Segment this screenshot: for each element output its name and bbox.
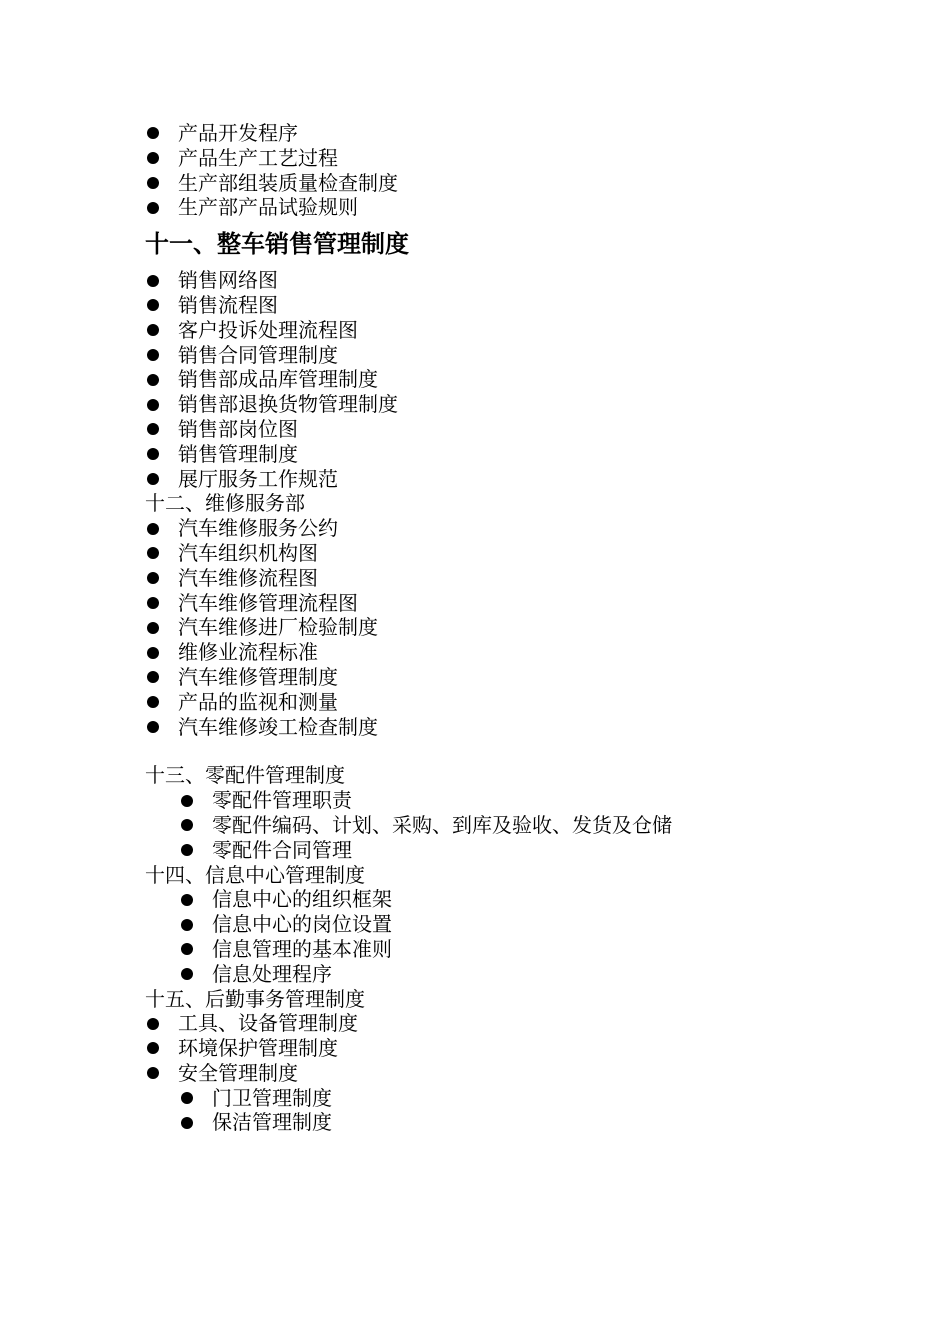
- list-subitem: 门卫管理制度: [145, 1086, 905, 1111]
- bullet-icon: [181, 919, 193, 931]
- bullet-icon: [147, 448, 159, 460]
- bullet-icon: [181, 1092, 193, 1104]
- bullet-icon: [181, 844, 193, 856]
- bullet-icon: [147, 299, 159, 311]
- list-item: 信息管理的基本准则: [145, 937, 905, 962]
- list-item: 汽车维修进厂检验制度: [145, 615, 905, 640]
- list-item: 零配件管理职责: [145, 788, 905, 813]
- list-item: 客户投诉处理流程图: [145, 318, 905, 343]
- list-item: 汽车维修服务公约: [145, 516, 905, 541]
- list-item: 环境保护管理制度: [145, 1036, 905, 1061]
- list-item: 汽车维修管理制度: [145, 665, 905, 690]
- list-item: 生产部组装质量检查制度: [145, 171, 905, 196]
- bullet-icon: [147, 127, 159, 139]
- section-11-list: [145, 268, 905, 491]
- bullet-icon: [147, 374, 159, 386]
- list-item: 工具、设备管理制度: [145, 1011, 905, 1036]
- list-item: 产品的监视和测量: [145, 690, 905, 715]
- bullet-icon: [181, 968, 193, 980]
- top-list: [145, 121, 905, 220]
- list-item: 零配件编码、计划、采购、到库及验收、发货及仓储: [145, 813, 905, 838]
- list-item: 生产部产品试验规则: [145, 195, 905, 220]
- list-item: 销售流程图: [145, 293, 905, 318]
- section-heading-15: 十五、后勤事务管理制度: [145, 986, 365, 1011]
- bullet-icon: [147, 473, 159, 485]
- list-item: 信息中心的组织框架: [145, 887, 905, 912]
- bullet-icon: [181, 894, 193, 906]
- list-item: 展厅服务工作规范: [145, 467, 905, 492]
- bullet-icon: [147, 152, 159, 164]
- list-item: 销售部岗位图: [145, 417, 905, 442]
- list-item: 产品开发程序: [145, 121, 905, 146]
- list-subitem: 保洁管理制度: [145, 1110, 905, 1135]
- document-page: [145, 121, 905, 1135]
- list-item: 零配件合同管理: [145, 838, 905, 863]
- bullet-icon: [147, 349, 159, 361]
- bullet-icon: [147, 399, 159, 411]
- list-item: 产品生产工艺过程: [145, 146, 905, 171]
- bullet-icon: [181, 795, 193, 807]
- bullet-icon: [147, 696, 159, 708]
- list-item: 汽车维修流程图: [145, 566, 905, 591]
- bullet-icon: [147, 423, 159, 435]
- list-item: 汽车组织机构图: [145, 541, 905, 566]
- list-item: 安全管理制度: [145, 1061, 905, 1086]
- section-heading-11: 十一、整车销售管理制度: [145, 229, 409, 259]
- bullet-icon: [147, 177, 159, 189]
- bullet-icon: [147, 547, 159, 559]
- bullet-icon: [147, 1018, 159, 1030]
- bullet-icon: [181, 819, 193, 831]
- list-item: 销售部成品库管理制度: [145, 367, 905, 392]
- bullet-icon: [147, 647, 159, 659]
- bullet-icon: [147, 721, 159, 733]
- bullet-icon: [181, 1117, 193, 1129]
- bullet-icon: [147, 1067, 159, 1079]
- list-item: 汽车维修管理流程图: [145, 591, 905, 616]
- section-12-list: [145, 516, 905, 739]
- bullet-icon: [147, 671, 159, 683]
- list-item: 信息处理程序: [145, 962, 905, 987]
- section-14-list: [145, 887, 905, 986]
- blank-line: [145, 739, 905, 763]
- list-item: 维修业流程标准: [145, 640, 905, 665]
- list-item: 信息中心的岗位设置: [145, 912, 905, 937]
- bullet-icon: [147, 572, 159, 584]
- list-item: 销售部退换货物管理制度: [145, 392, 905, 417]
- bullet-icon: [147, 523, 159, 535]
- section-15-list: [145, 1011, 905, 1135]
- bullet-icon: [147, 324, 159, 336]
- section-heading-12: 十二、维修服务部: [145, 491, 305, 516]
- section-heading-13: 十三、零配件管理制度: [145, 763, 345, 788]
- section-heading-14: 十四、信息中心管理制度: [145, 862, 365, 887]
- bullet-icon: [147, 202, 159, 214]
- bullet-icon: [147, 622, 159, 634]
- list-item: 销售合同管理制度: [145, 343, 905, 368]
- bullet-icon: [181, 943, 193, 955]
- list-item: 销售网络图: [145, 268, 905, 293]
- section-13-list: [145, 788, 905, 862]
- list-item: 销售管理制度: [145, 442, 905, 467]
- bullet-icon: [147, 275, 159, 287]
- bullet-icon: [147, 1042, 159, 1054]
- list-item: 汽车维修竣工检查制度: [145, 715, 905, 740]
- bullet-icon: [147, 597, 159, 609]
